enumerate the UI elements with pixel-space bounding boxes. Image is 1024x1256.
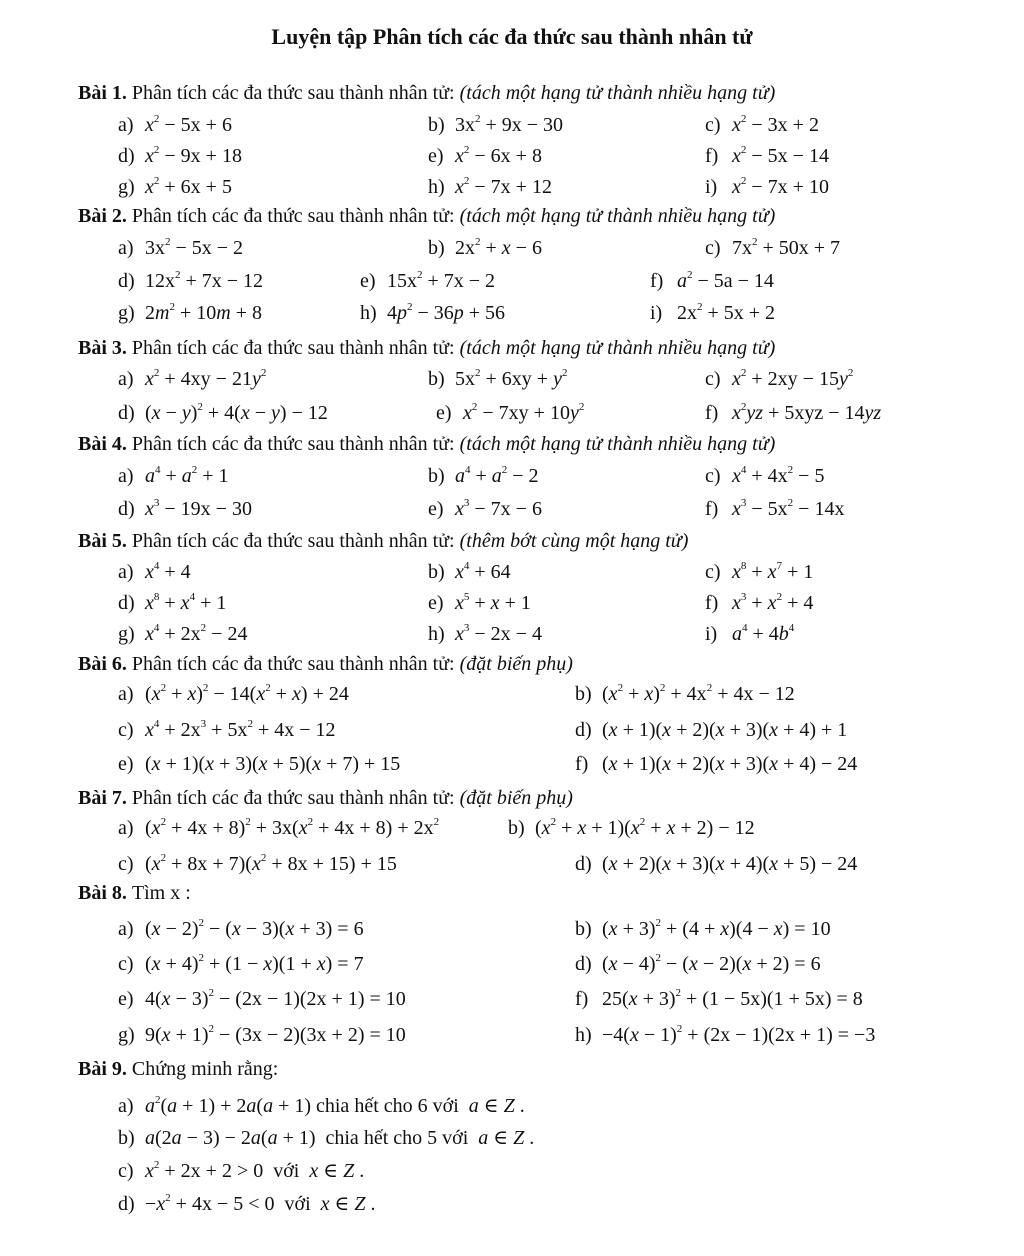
item-expression: $2x^2 + x - 6$ bbox=[455, 236, 542, 259]
exercise-item bbox=[650, 302, 775, 325]
item-expression: $5x^2 + 6xy + y^2$ bbox=[455, 367, 568, 390]
item-label: i) bbox=[705, 623, 718, 645]
item-label: c) bbox=[705, 561, 721, 583]
section-instruction: Phân tích các đa thức sau thành nhân tử: bbox=[131, 787, 460, 809]
exercise-item bbox=[428, 145, 542, 168]
item-expression: $-4(x - 1)^2 + (2x - 1)(2x + 1) = -3$ bbox=[602, 1023, 876, 1046]
exercise-item bbox=[575, 1024, 875, 1047]
item-expression: $x^4 + 4$ bbox=[145, 560, 191, 583]
item-label: b) bbox=[428, 465, 445, 487]
item-label: c) bbox=[705, 114, 721, 136]
section-heading bbox=[78, 530, 688, 553]
item-label: c) bbox=[705, 237, 721, 259]
item-expression: $(x + 4)^2 + (1 - x)(1 + x) = 7$ bbox=[145, 952, 364, 975]
item-expression: $x^3 - 5x^2 - 14x$ bbox=[732, 497, 845, 520]
item-expression: $x^2 - 3x + 2$ bbox=[732, 113, 819, 136]
exercise-item bbox=[118, 270, 263, 293]
item-label: f) bbox=[575, 753, 589, 775]
section-heading bbox=[78, 653, 573, 676]
item-expression: (x + 1)(x + 3)(x + 5)(x + 7) + 15 bbox=[145, 753, 401, 775]
item-label: h) bbox=[575, 1024, 592, 1046]
item-expression: $x^2 - 6x + 8$ bbox=[455, 144, 542, 167]
exercise-item bbox=[118, 302, 262, 325]
exercise-item bbox=[118, 1125, 534, 1150]
item-label: b) bbox=[575, 918, 592, 940]
item-label: e) bbox=[428, 498, 444, 520]
section-hint: (tách một hạng tử thành nhiều hạng tử) bbox=[459, 433, 776, 455]
item-expression: $x^4 + 64$ bbox=[455, 560, 511, 583]
item-label: f) bbox=[705, 402, 719, 424]
section-number: Bài 3. bbox=[78, 337, 132, 359]
section-hint: (đặt biến phụ) bbox=[459, 653, 573, 675]
item-label: a) bbox=[118, 368, 134, 390]
exercise-item bbox=[118, 465, 229, 488]
exercise-item bbox=[575, 683, 795, 706]
item-expression: $(x - 2)^2 - (x - 3)(x + 3) = 6$ bbox=[145, 917, 364, 940]
section-instruction: Phân tích các đa thức sau thành nhân tử: bbox=[131, 337, 460, 359]
item-label: b) bbox=[428, 114, 445, 136]
exercise-item bbox=[118, 623, 247, 646]
item-label: f) bbox=[705, 592, 719, 614]
section-instruction: Phân tích các đa thức sau thành nhân tử: bbox=[131, 653, 460, 675]
item-expression: $x^3 - 19x - 30$ bbox=[145, 497, 252, 520]
exercise-item bbox=[118, 1191, 375, 1216]
item-expression: $25(x + 3)^2 + (1 - 5x)(1 + 5x) = 8$ bbox=[602, 987, 863, 1010]
exercise-item bbox=[650, 270, 774, 293]
item-expression: $a^2 - 5a - 14$ bbox=[677, 269, 774, 292]
item-expression: $x^2 + 4xy - 21y^2$ bbox=[145, 367, 267, 390]
item-label: a) bbox=[118, 918, 134, 940]
item-expression: (x + 2)(x + 3)(x + 4)(x + 5) − 24 bbox=[602, 853, 858, 875]
item-label: d) bbox=[118, 498, 135, 520]
item-expression: $12x^2 + 7x - 12$ bbox=[145, 269, 264, 292]
section-heading bbox=[78, 882, 191, 905]
item-expression: $x^5 + x + 1$ bbox=[455, 591, 531, 614]
item-label: c) bbox=[705, 368, 721, 390]
exercise-item bbox=[118, 683, 349, 706]
item-expression: $(x^2 + 4x + 8)^2 + 3x(x^2 + 4x + 8) + 2x^2$ bbox=[145, 816, 440, 839]
item-label: b) bbox=[428, 368, 445, 390]
item-label: g) bbox=[118, 176, 135, 198]
item-label: e) bbox=[118, 753, 134, 775]
exercise-item bbox=[705, 402, 881, 425]
item-expression: $x^2 - 7xy + 10y^2$ bbox=[463, 401, 585, 424]
item-expression: $x^3 + x^2 + 4$ bbox=[732, 591, 814, 614]
section-number: Bài 7. bbox=[78, 787, 132, 809]
item-expression: $2x^2 + 5x + 2$ bbox=[677, 301, 776, 324]
item-label: a) bbox=[118, 817, 134, 839]
item-label: d) bbox=[118, 145, 135, 167]
item-expression: a(2a − 3) − 2a(a + 1) chia hết cho 5 với a ∈ Z . bbox=[145, 1127, 535, 1149]
section-heading bbox=[78, 337, 775, 360]
section-hint: (thêm bớt cùng một hạng tử) bbox=[459, 530, 689, 552]
exercise-item bbox=[118, 592, 226, 615]
exercise-item bbox=[705, 623, 794, 646]
section-heading bbox=[78, 205, 775, 228]
exercise-item bbox=[118, 753, 400, 776]
item-label: d) bbox=[575, 953, 592, 975]
item-label: f) bbox=[575, 988, 589, 1010]
item-label: c) bbox=[118, 853, 134, 875]
item-label: f) bbox=[705, 498, 719, 520]
item-expression: $(x^2 + x)^2 - 14(x^2 + x) + 24$ bbox=[145, 682, 349, 705]
item-expression: $(x + 3)^2 + (4 + x)(4 - x) = 10$ bbox=[602, 917, 831, 940]
section-instruction: Phân tích các đa thức sau thành nhân tử: bbox=[131, 82, 460, 104]
item-label: f) bbox=[705, 145, 719, 167]
item-expression: $a^4 + a^2 - 2$ bbox=[455, 464, 539, 487]
exercise-item bbox=[118, 953, 364, 976]
item-label: g) bbox=[118, 623, 135, 645]
exercise-item bbox=[705, 145, 829, 168]
item-expression: $3x^2 + 9x - 30$ bbox=[455, 113, 564, 136]
item-expression: $x^2 - 7x + 10$ bbox=[732, 175, 829, 198]
exercise-item bbox=[360, 270, 495, 293]
item-expression: $a^4 + a^2 + 1$ bbox=[145, 464, 229, 487]
item-label: c) bbox=[118, 719, 134, 741]
item-label: e) bbox=[436, 402, 452, 424]
exercise-item bbox=[118, 918, 364, 941]
exercise-item bbox=[436, 402, 584, 425]
item-expression: (x + 1)(x + 2)(x + 3)(x + 4) − 24 bbox=[602, 753, 858, 775]
exercise-item bbox=[118, 114, 232, 137]
item-label: e) bbox=[428, 145, 444, 167]
exercise-item bbox=[118, 176, 232, 199]
exercise-item bbox=[705, 368, 853, 391]
exercise-item bbox=[705, 592, 813, 615]
exercise-item bbox=[118, 1024, 406, 1047]
exercise-item bbox=[118, 368, 266, 391]
item-label: a) bbox=[118, 237, 134, 259]
item-expression: $(x - y)^2 + 4(x - y) - 12$ bbox=[145, 401, 328, 424]
exercise-item bbox=[705, 498, 844, 521]
page-title: Luyện tập Phân tích các đa thức sau thành nhân tử bbox=[271, 24, 753, 49]
item-expression: $a^2(a + 1) + 2a(a + 1)$ chia hết cho 6 với a ∈ Z . bbox=[145, 1094, 525, 1117]
item-label: e) bbox=[428, 592, 444, 614]
item-expression: $7x^2 + 50x + 7$ bbox=[732, 236, 841, 259]
item-expression: $(x^2 + 8x + 7)(x^2 + 8x + 15) + 15$ bbox=[145, 852, 397, 875]
item-label: d) bbox=[118, 592, 135, 614]
exercise-item bbox=[428, 592, 531, 615]
item-label: i) bbox=[705, 176, 718, 198]
section-heading bbox=[78, 1058, 278, 1081]
exercise-item bbox=[705, 176, 829, 199]
section-number: Bài 4. bbox=[78, 433, 132, 455]
item-label: d) bbox=[118, 402, 135, 424]
exercise-item bbox=[118, 1158, 364, 1183]
item-label: c) bbox=[118, 1160, 134, 1182]
item-label: e) bbox=[118, 988, 134, 1010]
exercise-item bbox=[428, 114, 563, 137]
item-expression: $x^2 + 2xy - 15y^2$ bbox=[732, 367, 854, 390]
item-expression: $a^4 + 4b^4$ bbox=[732, 622, 795, 645]
exercise-item bbox=[428, 561, 511, 584]
item-expression: (x + 1)(x + 2)(x + 3)(x + 4) + 1 bbox=[602, 719, 848, 741]
exercise-item bbox=[575, 918, 831, 941]
item-expression: $x^2yz + 5xyz - 14yz$ bbox=[732, 401, 882, 424]
item-expression: $3x^2 - 5x - 2$ bbox=[145, 236, 244, 259]
item-label: a) bbox=[118, 114, 134, 136]
item-label: d) bbox=[575, 853, 592, 875]
item-label: b) bbox=[575, 683, 592, 705]
item-label: a) bbox=[118, 465, 134, 487]
item-expression: $4(x - 3)^2 - (2x - 1)(2x + 1) = 10$ bbox=[145, 987, 406, 1010]
exercise-item bbox=[118, 402, 328, 425]
section-number: Bài 9. bbox=[78, 1058, 132, 1080]
item-expression: $2m^2 + 10m + 8$ bbox=[145, 301, 262, 324]
exercise-item bbox=[118, 237, 243, 260]
item-expression: $x^4 + 4x^2 - 5$ bbox=[732, 464, 825, 487]
item-expression: $x^2 - 9x + 18$ bbox=[145, 144, 242, 167]
item-label: e) bbox=[360, 270, 376, 292]
item-expression: $x^8 + x^7 + 1$ bbox=[732, 560, 814, 583]
item-expression: $(x^2 + x + 1)(x^2 + x + 2) - 12$ bbox=[535, 816, 755, 839]
section-number: Bài 2. bbox=[78, 205, 132, 227]
exercise-item bbox=[118, 561, 191, 584]
exercise-item bbox=[705, 465, 824, 488]
section-hint: (tách một hạng tử thành nhiều hạng tử) bbox=[459, 337, 776, 359]
item-expression: $x^4 + 2x^3 + 5x^2 + 4x - 12$ bbox=[145, 718, 336, 741]
section-heading bbox=[78, 787, 573, 810]
item-label: a) bbox=[118, 561, 134, 583]
item-label: h) bbox=[428, 623, 445, 645]
section-number: Bài 8. bbox=[78, 882, 132, 904]
item-expression: $x^2 - 7x + 12$ bbox=[455, 175, 552, 198]
exercise-item bbox=[118, 1093, 525, 1118]
exercise-item bbox=[118, 988, 406, 1011]
item-expression: $x^8 + x^4 + 1$ bbox=[145, 591, 227, 614]
item-label: b) bbox=[118, 1127, 135, 1149]
item-expression: $(x^2 + x)^2 + 4x^2 + 4x - 12$ bbox=[602, 682, 795, 705]
section-instruction: Tìm x : bbox=[131, 882, 191, 904]
exercise-item bbox=[360, 302, 505, 325]
section-number: Bài 5. bbox=[78, 530, 132, 552]
item-expression: $4p^2 - 36p + 56$ bbox=[387, 301, 506, 324]
item-label: b) bbox=[428, 561, 445, 583]
section-number: Bài 6. bbox=[78, 653, 132, 675]
exercise-item bbox=[118, 145, 242, 168]
item-expression: $(x - 4)^2 - (x - 2)(x + 2) = 6$ bbox=[602, 952, 821, 975]
exercise-item bbox=[575, 753, 857, 776]
exercise-item bbox=[118, 719, 336, 742]
item-label: g) bbox=[118, 1024, 135, 1046]
item-label: a) bbox=[118, 683, 134, 705]
exercise-item bbox=[575, 988, 863, 1011]
item-expression: $x^3 - 2x - 4$ bbox=[455, 622, 542, 645]
item-expression: $x^2 + 2x + 2 > 0$ với x ∈ Z . bbox=[145, 1159, 365, 1182]
exercise-item bbox=[428, 368, 567, 391]
item-label: h) bbox=[360, 302, 377, 324]
item-label: b) bbox=[428, 237, 445, 259]
section-hint: (tách một hạng tử thành nhiều hạng tử) bbox=[459, 205, 776, 227]
exercise-item bbox=[428, 237, 542, 260]
item-label: i) bbox=[650, 302, 663, 324]
section-instruction: Chứng minh rằng: bbox=[131, 1058, 279, 1080]
exercise-item bbox=[508, 817, 755, 840]
section-hint: (tách một hạng tử thành nhiều hạng tử) bbox=[459, 82, 776, 104]
item-label: c) bbox=[118, 953, 134, 975]
section-instruction: Phân tích các đa thức sau thành nhân tử: bbox=[131, 433, 460, 455]
item-label: f) bbox=[650, 270, 664, 292]
exercise-item bbox=[428, 623, 542, 646]
exercise-item bbox=[428, 498, 542, 521]
section-instruction: Phân tích các đa thức sau thành nhân tử: bbox=[131, 205, 460, 227]
item-label: a) bbox=[118, 1095, 134, 1117]
exercise-item bbox=[428, 176, 552, 199]
section-hint: (đặt biến phụ) bbox=[459, 787, 573, 809]
exercise-item bbox=[575, 853, 857, 876]
item-expression: $x^3 - 7x - 6$ bbox=[455, 497, 542, 520]
item-label: g) bbox=[118, 302, 135, 324]
item-expression: $9(x + 1)^2 - (3x - 2)(3x + 2) = 10$ bbox=[145, 1023, 406, 1046]
exercise-item bbox=[118, 817, 439, 840]
exercise-item bbox=[705, 561, 813, 584]
item-label: h) bbox=[428, 176, 445, 198]
section-number: Bài 1. bbox=[78, 82, 132, 104]
section-instruction: Phân tích các đa thức sau thành nhân tử: bbox=[131, 530, 460, 552]
exercise-item bbox=[575, 953, 821, 976]
item-label: c) bbox=[705, 465, 721, 487]
item-expression: $x^2 - 5x - 14$ bbox=[732, 144, 829, 167]
item-expression: $x^2 - 5x + 6$ bbox=[145, 113, 232, 136]
item-expression: $x^2 + 6x + 5$ bbox=[145, 175, 232, 198]
item-expression: $-x^2 + 4x - 5 < 0$ với x ∈ Z . bbox=[145, 1192, 376, 1215]
item-label: d) bbox=[118, 1193, 135, 1215]
exercise-item bbox=[705, 237, 840, 260]
item-label: d) bbox=[575, 719, 592, 741]
exercise-item bbox=[118, 498, 252, 521]
item-expression: $15x^2 + 7x - 2$ bbox=[387, 269, 496, 292]
exercise-item bbox=[428, 465, 539, 488]
section-heading bbox=[78, 82, 775, 105]
item-label: d) bbox=[118, 270, 135, 292]
item-expression: $x^4 + 2x^2 - 24$ bbox=[145, 622, 248, 645]
section-heading bbox=[78, 433, 775, 456]
exercise-item bbox=[575, 719, 847, 742]
exercise-item bbox=[118, 853, 397, 876]
exercise-item bbox=[705, 114, 819, 137]
item-label: b) bbox=[508, 817, 525, 839]
